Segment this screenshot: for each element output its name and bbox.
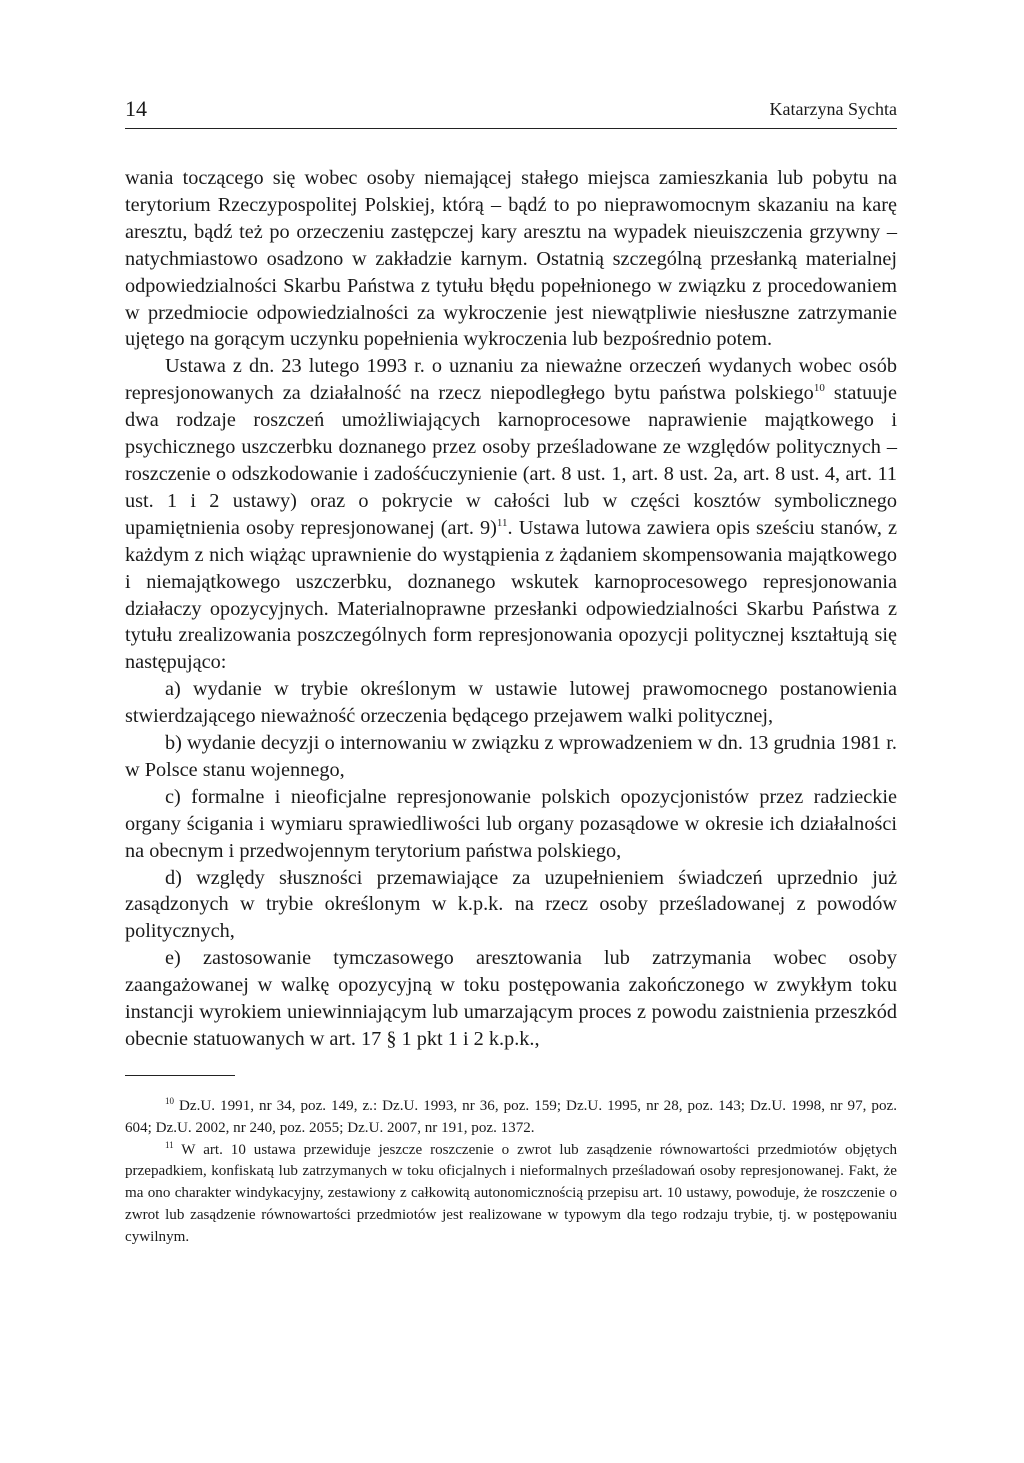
footnote-text: Dz.U. 1991, nr 34, poz. 149, z.: Dz.U. 1993, nr 36, poz. 159; Dz.U. 1995, nr 28, poz. 143; Dz.U. 1998, nr 97, poz. 604; Dz.U. 2002, nr 240, poz. 2055; Dz.U. 2007, nr 191, poz. 1372.	[125, 1097, 897, 1136]
list-item-e: e) zastosowanie tymczasowego aresztowania lub zatrzymania wobec osoby zaangażowanej w walkę opozycyjną w toku postępowania zakończonego w zwykłym toku instancji wyrokiem uniewinniającym lub umarzającym proces z powodu zaistnienia przeszkód obecnie statuowanych w art. 17 § 1 pkt 1 i 2 k.p.k.,	[125, 947, 897, 1050]
footnote-10	[125, 1096, 897, 1140]
list-item-b: b) wydanie decyzji o internowaniu w związku z wprowadzeniem w dn. 13 grudnia 1981 r. w Polsce stanu wojennego,	[125, 732, 897, 781]
footnotes	[125, 1096, 897, 1249]
list-item-c: c) formalne i nieoficjalne represjonowanie polskich opozycjonistów przez radzieckie organy ścigania i wymiaru sprawiedliwości lub organy pozasądowe w okresie ich działalności na obecnym i przedwojennym terytorium państwa polskiego,	[125, 785, 897, 862]
running-head-author: Katarzyna Sychta	[769, 99, 897, 119]
book-page	[125, 96, 897, 1248]
paragraph-1: wania toczącego się wobec osoby niemającej stałego miejsca zamieszkania lub pobytu na terytorium Rzeczypospolitej Polskiej, którą – bądź to po nieprawomocnym skazaniu na karę aresztu, bądź też po orzeczeniu zastępczej kary aresztu na wypadek nieuiszczenia grzywny – natychmiastowo osadzono w zakładzie karnym. Ostatnią szczególną przesłanką materialnej odpowiedzialności Skarbu Państwa z tytułu błędu popełnionego w związku z procedowaniem w przedmiocie odpowiedzialności za wykroczenie jest niewątpliwie niesłuszne zatrzymanie ujętego na gorącym uczynku popełnienia wykroczenia lub bezpośrednio potem.	[125, 167, 897, 351]
paragraph-2-part-a: Ustawa z dn. 23 lutego 1993 r. o uznaniu za nieważne orzeczeń wydanych wobec osób represjonowanych za działalność na rzecz niepodległego bytu państwa polskiego	[125, 355, 897, 405]
footnote-ref-10: 10	[813, 382, 825, 395]
footnote-divider	[125, 1075, 235, 1076]
footnote-number: 11	[165, 1139, 174, 1150]
list-item-d: d) względy słuszności przemawiające za uzupełnieniem świadczeń uprzednio już zasądzonych w trybie określonym w k.p.k. na rzecz osoby prześladowanej z powodów politycznych,	[125, 866, 897, 943]
body-text	[125, 165, 897, 1053]
paragraph-2	[125, 353, 897, 676]
footnote-number: 10	[165, 1095, 174, 1106]
footnote-text: W art. 10 ustawa przewiduje jeszcze roszczenie o zwrot lub zasądzenie równowartości przedmiotów objętych przepadkiem, konfiskatą lub zatrzymanych w toku oficjalnych i nieformalnych prześladowań osoby represjonowanej. Fakt, że ma ono charakter windykacyjny, zestawiony z całkowitą autonomicznością przepisu art. 10 ustawy, powoduje, że roszczenie o zwrot lub zasądzenie równowartości przedmiotów jest realizowane w typowym dla tego rodzaju trybie, tj. w postępowaniu cywilnym.	[125, 1141, 897, 1245]
paragraph-2-part-c: . Ustawa lutowa zawiera opis sześciu stanów, z każdym z nich wiążąc uprawnienie do wystąpienia z żądaniem skompensowania majątkowego i niemajątkowego uszczerbku, doznanego wskutek karnoprocesowego represjonowania działaczy opozycyjnych. Materialnoprawne przesłanki odpowiedzialności Skarbu Państwa z tytułu zrealizowania poszczególnych form represjonowania opozycji politycznej kształtują się następująco:	[125, 516, 897, 674]
footnote-11	[125, 1140, 897, 1249]
list-item-a: a) wydanie w trybie określonym w ustawie lutowej prawomocnego postanowienia stwierdzającego nieważność orzeczenia będącego przejawem walki politycznej,	[125, 678, 897, 728]
running-head	[125, 96, 897, 129]
page-number: 14	[125, 96, 147, 121]
footnote-ref-11: 11	[496, 517, 508, 530]
paragraph-2-part-b: statuuje dwa rodzaje roszczeń umożliwiających karnoprocesowe naprawienie majątkowego i psychicznego uszczerbku doznanego przez osoby prześladowane ze względów politycznych – roszczenie o odszkodowanie i zadośćuczynienie (art. 8 ust. 1, art. 8 ust. 2a, art. 8 ust. 4, art. 11 ust. 1 i 2 ustawy) oraz o pokrycie w całości lub w części kosztów symbolicznego upamiętnienia osoby represjonowanej (art. 9)	[125, 382, 897, 539]
